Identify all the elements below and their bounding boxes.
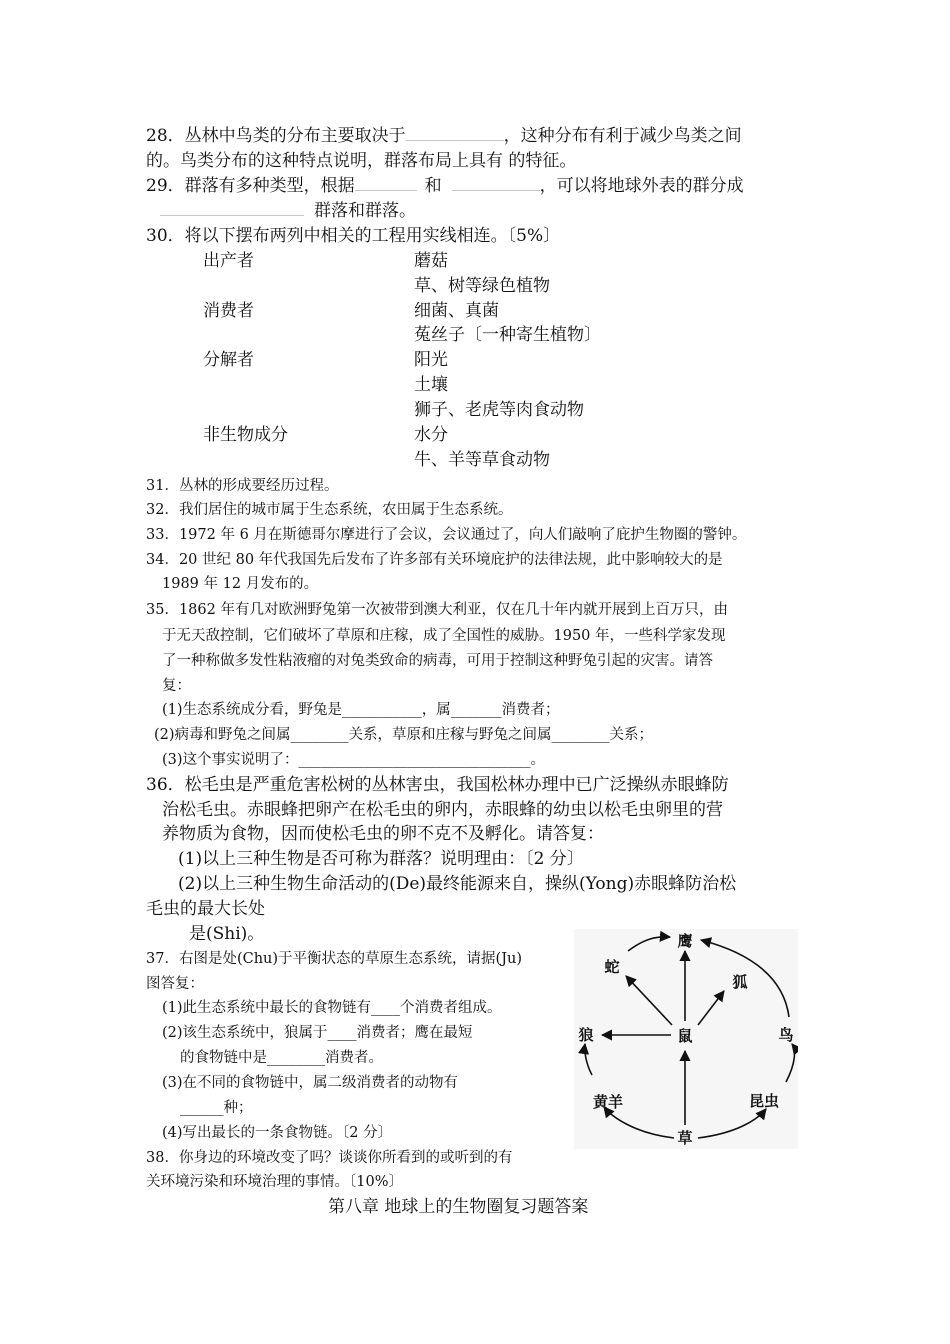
answer-title: 第八章 地球上的生物圈复习题答案 [328,1197,589,1217]
node-goat: 黄羊 [592,1093,624,1111]
q36-line1: 36．松毛虫是严重危害松树的丛林害虫，我国松林办理中已广泛操纵赤眼蜂防 [146,775,729,795]
node-insect: 昆虫 [748,1092,780,1110]
q29-line1-a: 29．群落有多种类型，根据 [146,176,355,196]
arrow-mouse-fox [698,991,724,1025]
q37-sub4: (4)写出最长的一条食物链。〔2 分〕 [162,1125,393,1141]
q30-title: 30．将以下摆布两列中相关的工程用实线相连。〔5%〕 [146,226,561,246]
q28-blank-1[interactable] [406,128,504,141]
q28-line1-b: ，这种分布有利于减少鸟类之间 [503,126,742,146]
node-grass: 草 [677,1129,693,1147]
q36-line2: 治松毛虫。赤眼蜂把卵产在松毛虫的卵内，赤眼蜂的幼虫以松毛虫卵里的营 [162,800,723,820]
q35-sub2: (2)病毒和野兔之间属________关系，草原和庄稼与野兔之间属________关系； [154,727,654,743]
arrow-grass-insect [698,1109,766,1138]
q36-line3: 养物质为食物，因而使松毛虫的卵不克不及孵化。请答复： [162,824,604,844]
q30-right-item: 草、树等绿色植物 [414,276,550,296]
q35-line4: 复： [162,678,191,694]
q37-sub3b: ______种； [180,1100,253,1116]
q28-line1 [146,128,742,145]
q35-line2: 于无天敌控制，它们破坏了草原和庄稼，成了全国性的威胁。1950 年，一些科学家发现 [162,628,726,644]
q36-sub2: (2)以上三种生物生命活动的(De)最终能源来自，操纵(Yong)赤眼蜂防治松 [178,874,737,894]
food-web-svg [574,929,798,1149]
arrow-mouse-snake [626,976,672,1025]
node-fox: 狐 [732,973,748,991]
q30-right-item: 水分 [414,425,448,445]
q30-right-item: 牛、羊等草食动物 [414,450,550,470]
q31: 31．丛林的形成要经历过程。 [146,478,339,494]
q30-right-item: 狮子、老虎等肉食动物 [414,400,584,420]
q37-sub2b: 的食物链中是________消费者。 [180,1050,383,1066]
q37-sub3a: (3)在不同的食物链中，属二级消费者的动物有 [162,1075,459,1091]
q38-line1: 38．你身边的环境改变了吗？谈谈你所看到的或听到的有 [146,1150,513,1166]
q30-right-item: 土壤 [414,375,448,395]
q30-right-item: 蘑菇 [414,251,448,271]
node-snake: 蛇 [604,958,620,976]
q34-line2: 1989 年 12 月发布的。 [162,576,319,592]
q33: 33．1972 年 6 月在斯德哥尔摩进行了会议，会议通过了，向人们敲响了庇护生物圈的警钟。 [146,527,747,543]
q28-line2: 的。鸟类分布的这种特点说明，群落布局上具有 的特征。 [146,151,577,171]
arrow-insect-bird [786,1044,794,1082]
q35-line3: 了一种称做多发性粘液瘤的对兔类致命的病毒，可用于控制这种野兔引起的灾害。请答 [162,653,713,669]
q30-right-item: 菟丝子〔一种寄生植物〕 [414,325,601,345]
food-web-diagram [574,929,798,1149]
q30-left-item: 分解者 [203,350,254,370]
q29-blank-3[interactable] [160,203,304,216]
q30-right-item: 细菌、真菌 [414,301,499,321]
arrow-snake-eagle [628,937,670,951]
q28-line1-a: 28．丛林中鸟类的分布主要取决于 [146,126,406,146]
arrow-grass-goat [604,1107,674,1138]
q29-line2-text: 群落和群落。 [314,201,416,221]
q32: 32．我们居住的城市属于生态系统，农田属于生态系统。 [146,502,513,518]
q30-left-item: 出产者 [203,251,254,271]
q35-line1: 35．1862 年有几对欧洲野兔第一次被带到澳大利亚，仅在几十年内就开展到上百万只，由 [146,602,728,618]
q30-right-item: 阳光 [414,350,448,370]
q37-sub1: (1)此生态系统中最长的食物链有____个消费者组成。 [162,1000,502,1016]
q37-line2: 图答复： [146,976,204,992]
q36-sub2b: 毛虫的最大长处 [146,899,265,919]
arrow-goat-wolf [585,1044,592,1075]
q29-line1 [146,178,744,195]
q29-blank-2[interactable] [452,178,540,191]
q35-sub1: (1)生态系统成分看，野兔是___________，属_______消费者； [162,702,560,718]
q37-sub2a: (2)该生态系统中，狼属于____消费者；鹰在最短 [162,1025,473,1041]
node-bird: 鸟 [778,1026,794,1044]
node-mouse: 鼠 [677,1027,693,1045]
q34-line1: 34．20 世纪 80 年代我国先后发布了许多部有关环境庇护的法律法规，此中影响较大的是 [146,552,723,568]
q36-sub2c: 是(Shi)。 [189,924,265,944]
q30-left-item: 消费者 [203,301,254,321]
q36-sub1: (1)以上三种生物是否可称为群落？说明理由：〔2 分〕 [178,849,584,869]
q29-line1-c: ，可以将地球外表的群分成 [539,176,744,196]
q38-line2: 关环境污染和环境治理的事情。〔10%〕 [146,1174,403,1190]
q29-line2 [160,203,416,220]
q29-blank-1[interactable] [355,178,417,191]
q30-left-item: 非生物成分 [203,425,288,445]
q29-line1-b: 和 [424,176,442,196]
node-eagle: 鹰 [677,932,693,950]
q37-line1: 37．右图是处(Chu)于平衡状态的草原生态系统，请据(Ju) [146,951,522,967]
q35-sub3: (3)这个事实说明了：________________________________。 [162,752,546,768]
node-wolf: 狼 [578,1026,594,1044]
